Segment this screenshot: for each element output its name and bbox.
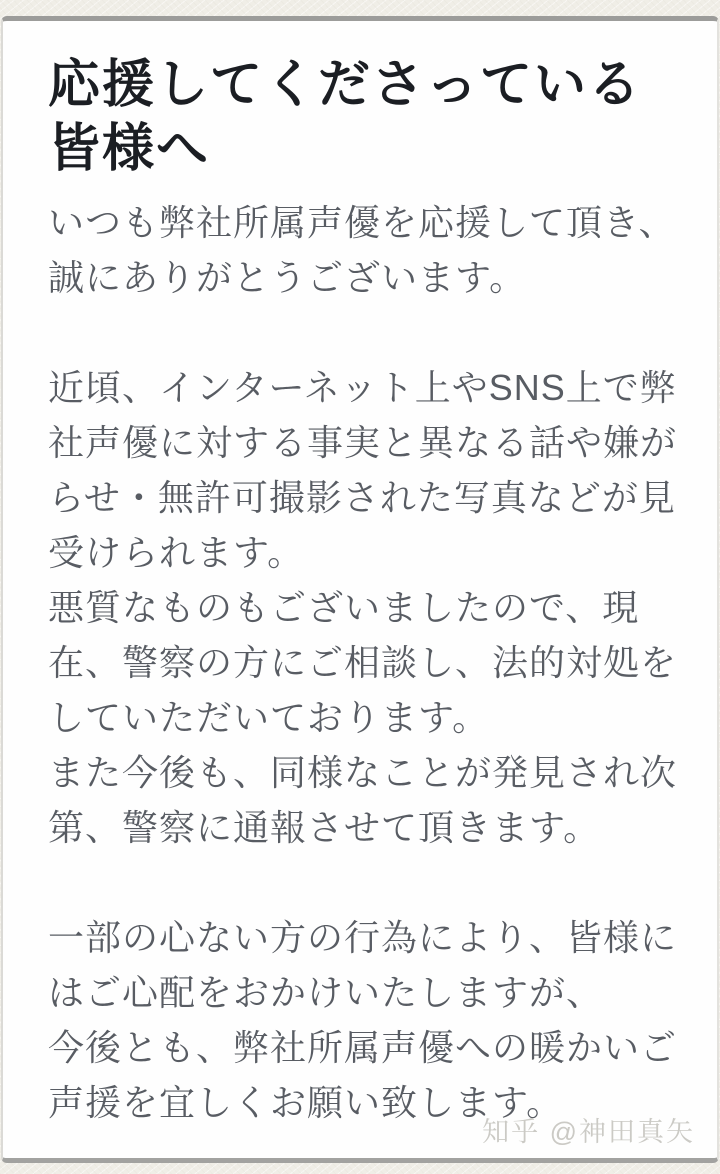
text-line: はご心配をおかけいたしますが、 — [48, 972, 604, 1013]
text-line: 声援を宜しくお願い致します。 — [48, 1082, 564, 1123]
notice-title — [48, 53, 673, 181]
text-line: 応援してくださっている — [48, 56, 643, 114]
text-line: 今後とも、弊社所属声優への暖かいご — [48, 1027, 678, 1068]
text-line: 誠にありがとうございます。 — [48, 257, 527, 298]
text-line — [48, 855, 673, 910]
text-line: らせ・無許可撮影された写真などが見 — [48, 477, 676, 518]
text-line: いつも弊社所属声優を応援して頂き、 — [48, 202, 676, 243]
text-line: 社声優に対する事実と異なる話や嫌が — [48, 422, 678, 463]
text-line: 在、警察の方にご相談し、法的対処を — [48, 642, 678, 683]
text-line — [48, 305, 673, 360]
notice-card — [1, 16, 719, 1163]
text-line: 第、警察に通報させて頂きます。 — [48, 807, 601, 848]
notice-body — [48, 195, 678, 1130]
text-line: 受けられます。 — [48, 532, 305, 573]
text-line: 皆様へ — [48, 120, 211, 178]
watermark: 知乎 @神田真矢 — [482, 1117, 695, 1147]
text-line: 悪質なものもございましたので、現 — [48, 587, 640, 628]
text-line: また今後も、同様なことが発見され次 — [48, 752, 678, 793]
text-line: 一部の心ない方の行為により、皆様に — [48, 917, 678, 958]
text-line: していただいております。 — [48, 697, 490, 738]
text-line: 近頃、インターネット上やSNS上で弊 — [48, 367, 677, 408]
